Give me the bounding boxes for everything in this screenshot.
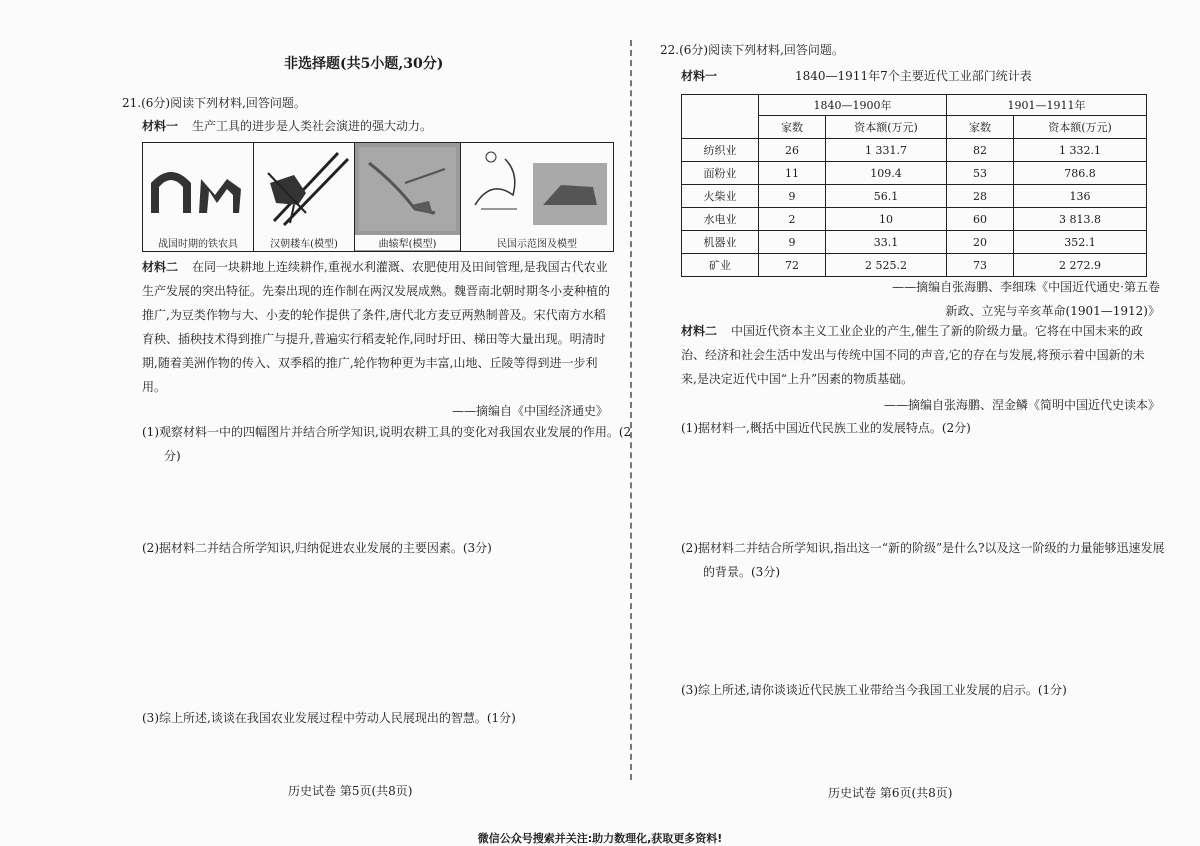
iron-farm-tools-icon [143,143,253,233]
table-cell: 11 [759,162,826,185]
table-cell: 28 [947,185,1014,208]
picture-tool-drawing [461,143,613,251]
table-cell: 33.1 [826,231,947,254]
table-cell: 352.1 [1014,231,1147,254]
table-cell: 1 332.1 [1014,139,1147,162]
picture-caption: 汉朝耧车(模型) [270,239,338,250]
table-title: 1840—1911年7个主要近代工业部门统计表 [795,69,1032,83]
table-cell: 72 [759,254,826,277]
q22-material2-source: ——摘编自张海鹏、涅金鳞《简明中国近代史读本》 [883,398,1160,412]
table-row [682,254,1147,277]
picture-seed-drill [254,143,355,251]
table-cell: 26 [759,139,826,162]
row-name: 面粉业 [682,162,759,185]
picture-curved-plough [355,143,461,251]
table-cell: 9 [759,231,826,254]
table-cell: 60 [947,208,1014,231]
q22-sub2: (2)据材料二并结合所学知识,指出这一“新的阶级”是什么?以及这一阶级的力量能够迅速发展的背景。(3分) [681,541,1165,579]
row-name: 机器业 [682,231,759,254]
seed-drill-icon [254,143,354,233]
row-name: 矿业 [682,254,759,277]
q22-material1-label: 材料一 [681,69,718,83]
bottom-note: 微信公众号搜索并关注:助力数理化,获取更多资料! [477,832,723,845]
q21-stem: 21.(6分)阅读下列材料,回答问题。 [122,96,306,110]
table-cell: 10 [826,208,947,231]
q22-material2-text: 中国近代资本主义工业企业的产生,催生了新的阶级力量。它将在中国未来的政治、经济和社会生活中发出与传统中国不同的声音,它的存在与发展,将预示着中国新的未来,是决定近代中国“上升”因素的物质基础。 [681,324,1145,386]
q22-stem: 22.(6分)阅读下列材料,回答问题。 [660,43,844,57]
row-name: 纺织业 [682,139,759,162]
picture-iron-tools [143,143,254,251]
table-row [682,231,1147,254]
farm-tool-drawing-icon [461,143,613,233]
q22-sub3: (3)综上所述,请你谈谈近代民族工业带给当今我国工业发展的启示。(1分) [681,683,1067,697]
table-row [682,185,1147,208]
table-row [682,208,1147,231]
q21-material2-source: ——摘编自《中国经济通史》 [451,404,608,418]
table-row [682,139,1147,162]
table-cell: 2 525.2 [826,254,947,277]
tool-pictures [142,142,614,252]
table-cell: 1 331.7 [826,139,947,162]
period-header: 1840—1900年 [759,95,947,116]
table-cell: 786.8 [1014,162,1147,185]
table-cell: 136 [1014,185,1147,208]
col-header: 资本额(万元) [826,116,947,139]
q21-sub2: (2)据材料二并结合所学知识,归纳促进农业发展的主要因素。(3分) [142,541,492,555]
q21-material1-label: 材料一 [142,119,179,133]
table-cell: 73 [947,254,1014,277]
col-header: 资本额(万元) [1014,116,1147,139]
industry-stat-table [681,94,1147,277]
q22-material2-label: 材料二 [681,324,718,338]
table-cell: 2 272.9 [1014,254,1147,277]
table-source-line2: 新政、立宪与辛亥革命(1901—1912)》 [945,304,1160,318]
table-cell: 3 813.8 [1014,208,1147,231]
table-cell: 53 [947,162,1014,185]
q21-material2-label: 材料二 [142,260,179,274]
picture-caption: 曲辕犁(模型) [355,235,460,250]
table-cell: 109.4 [826,162,947,185]
q21-material2-text: 在同一块耕地上连续耕作,重视水利灌溉、农肥使用及田间管理,是我国古代农业生产发展的突出特征。先秦出现的连作制在两汉发展成熟。魏晋南北朝时期冬小麦种植的推广,为豆类作物与大、小麦的轮作提供了条件,唐代北方麦豆两熟制普及。宋代南方水稻育秧、插秧技术得到推广与提升,普遍实行稻麦轮作,同时圩田、梯田等大量出现。明清时期,随着美洲作物的传入、双季稻的推广,轮作物种更为丰富,山地、丘陵等得到进一步利用。 [142,260,611,394]
period-header: 1901—1911年 [947,95,1147,116]
row-name: 水电业 [682,208,759,231]
row-name: 火柴业 [682,185,759,208]
table-cell: 9 [759,185,826,208]
q21-sub1: (1)观察材料一中的四幅图片并结合所学知识,说明农耕工具的变化对我国农业发展的作用。(2分) [142,425,632,463]
q21-sub3: (3)综上所述,谈谈在我国农业发展过程中劳动人民展现出的智慧。(1分) [142,711,516,725]
table-corner [682,95,759,139]
table-source-line1: ——摘编自张海鹏、李细珠《中国近代通史·第五卷 [892,280,1160,294]
q22-sub1: (1)据材料一,概括中国近代民族工业的发展特点。(2分) [681,421,971,435]
q21-material1-text: 生产工具的进步是人类社会演进的强大动力。 [192,119,433,133]
table-cell: 56.1 [826,185,947,208]
section-title: 非选择题(共5小题,30分) [284,56,444,72]
table-cell: 20 [947,231,1014,254]
col-header: 家数 [759,116,826,139]
table-row [682,162,1147,185]
col-header: 家数 [947,116,1014,139]
table-cell: 82 [947,139,1014,162]
picture-caption: 战国时期的铁农具 [158,239,238,250]
table-cell: 2 [759,208,826,231]
left-footer: 历史试卷 第5页(共8页) [288,784,413,798]
right-footer: 历史试卷 第6页(共8页) [828,786,953,800]
curved-plough-icon [355,143,460,233]
picture-caption: 民国示范图及模型 [497,239,577,250]
